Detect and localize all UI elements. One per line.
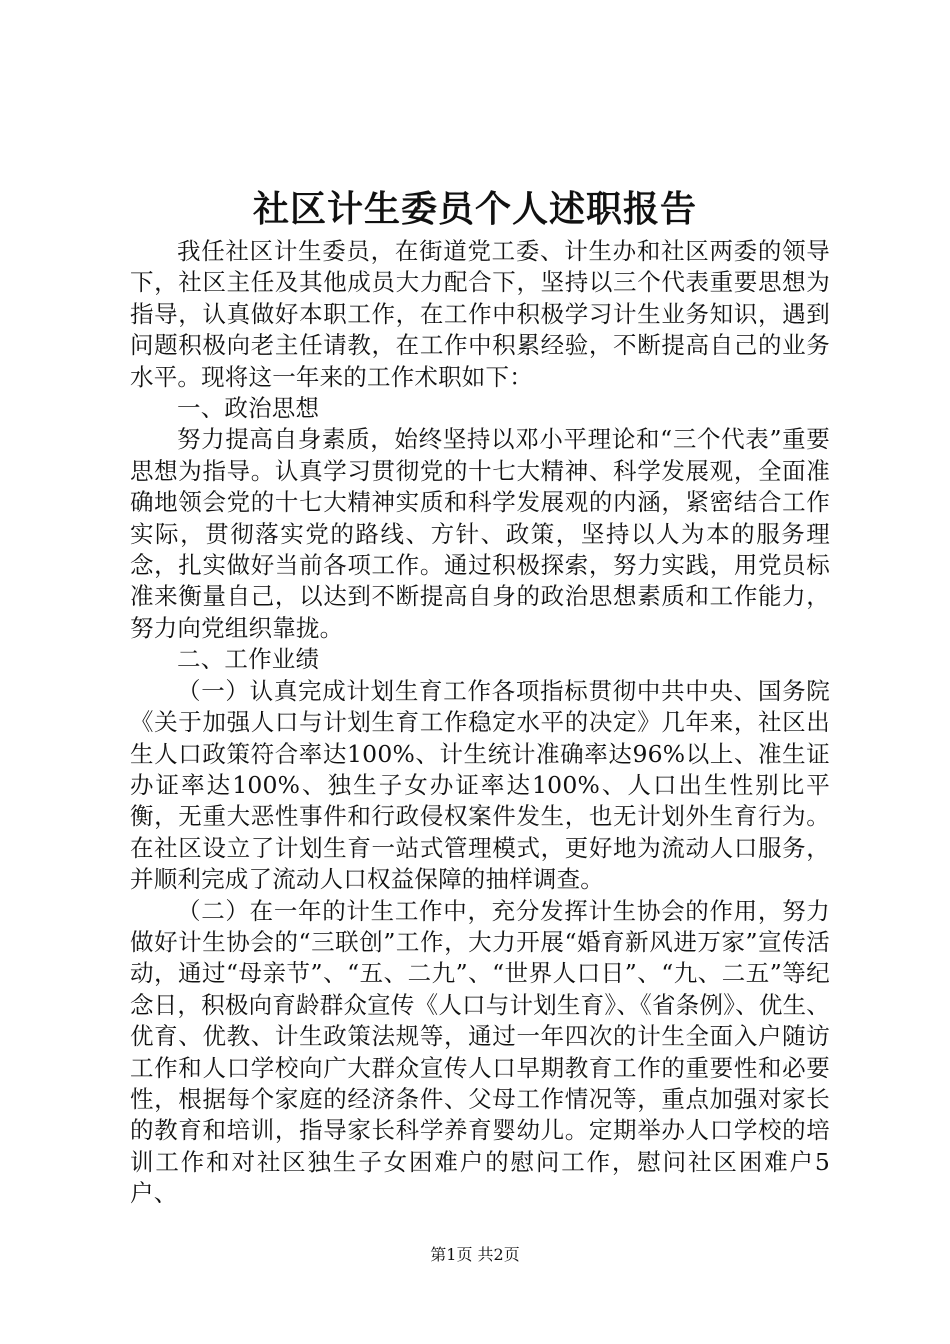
section-heading-achievements: 二、工作业绩 <box>177 645 320 674</box>
document-body <box>130 236 830 1210</box>
achievement-paragraph-2: （二）在一年的计生工作中，充分发挥计生协会的作用，努力做好计生协会的“三联创”工作，大力开展“婚育新风进万家”宣传活动，通过“母亲节”、“五、二九”、“世界人口日”、“九、二五”等纪念日，积极向育龄群众宣传《人口与计划生育》、《省条例》、优生、优育、优教、计生政策法规等，通过一年四次的计生全面入户随访工作和人口学校向广大群众宣传人口早期教育工作的重要性和必要性，根据每个家庭的经济条件、父母工作情况等，重点加强对家长的教育和培训，指导家长科学养育婴幼儿。定期举办人口学校的培训工作和对社区独生子女困难户的慰问工作，慰问社区困难户5户、 <box>130 896 830 1208</box>
page-footer: 第1页 共2页 <box>430 1245 520 1264</box>
document-title: 社区计生委员个人述职报告 <box>252 188 697 230</box>
section-heading-political: 一、政治思想 <box>177 394 320 423</box>
intro-paragraph: 我任社区计生委员，在街道党工委、计生办和社区两委的领导下，社区主任及其他成员大力配合下，坚持以三个代表重要思想为指导，认真做好本职工作，在工作中积极学习计生业务知识，遇到问题积极向老主任请教，在工作中积累经验，不断提高自己的业务水平。现将这一年来的工作术职如下： <box>130 237 830 391</box>
political-paragraph: 努力提高自身素质，始终坚持以邓小平理论和“三个代表”重要思想为指导。认真学习贯彻党的十七大精神、科学发展观，全面准确地领会党的十七大精神实质和科学发展观的内涵，紧密结合工作实际，贯彻落实党的路线、方针、政策，坚持以人为本的服务理念，扎实做好当前各项工作。通过积极探索，努力实践，用党员标准来衡量自己，以达到不断提高自身的政治思想素质和工作能力，努力向党组织靠拢。 <box>130 425 830 642</box>
achievement-paragraph-1: （一）认真完成计划生育工作各项指标贯彻中共中央、国务院《关于加强人口与计划生育工作稳定水平的决定》几年来，社区出生人口政策符合率达100%、计生统计准确率达96%以上、准生证办证率达100%、独生子女办证率达100%、人口出生性别比平衡，无重大恶性事件和行政侵权案件发生，也无计划外生育行为。在社区设立了计划生育一站式管理模式，更好地为流动人口服务，并顺利完成了流动人口权益保障的抽样调查。 <box>130 676 830 894</box>
